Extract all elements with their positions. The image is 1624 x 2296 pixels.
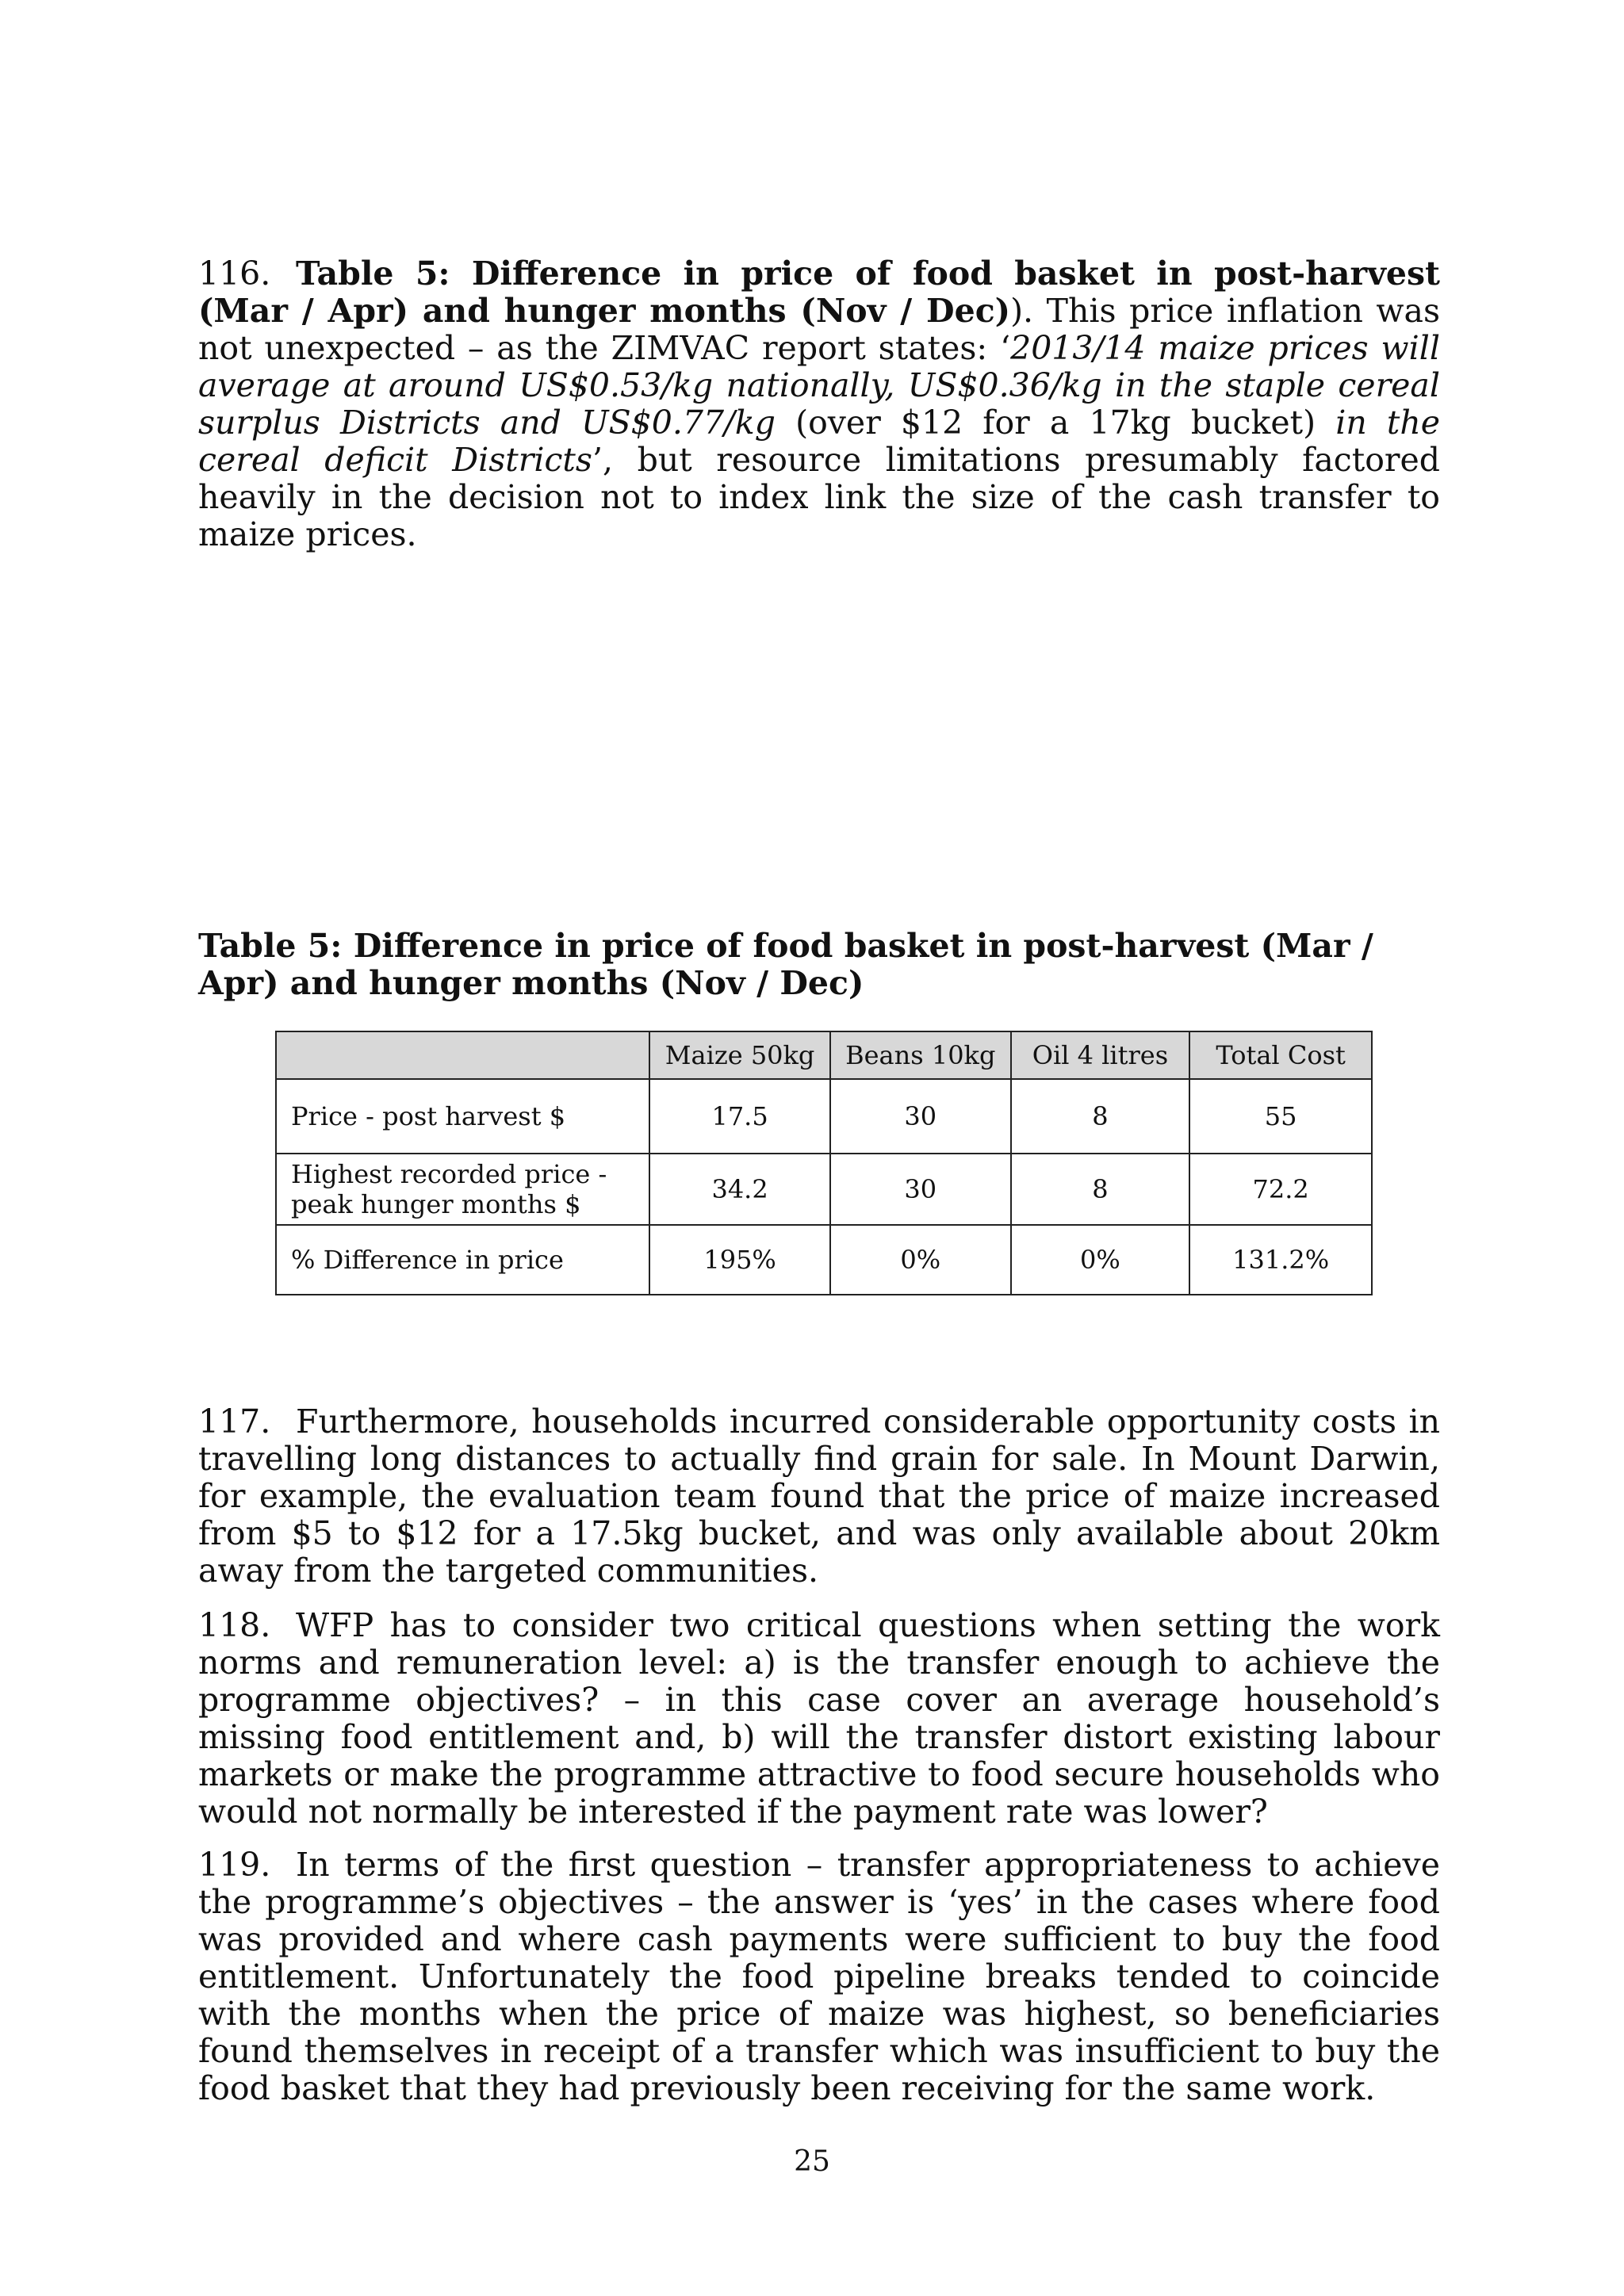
table-cell: 0% [1011, 1225, 1190, 1295]
table-reference-title: Table 5: Difference in price of food basket in post-harvest (Mar / Apr) and hunger months (Nov / Dec) [198, 254, 1440, 330]
paragraph-number: 119. [198, 1846, 271, 1884]
row-label: % Difference in price [276, 1225, 649, 1295]
table-cell: 8 [1011, 1154, 1190, 1225]
quote-italic: 2013/14 maize prices will average at around US$0.53/kg nationally, US$0.36/kg in the staple cereal surplus Districts and US$0.77/kg [198, 329, 1440, 442]
table-cell: 17.5 [649, 1079, 830, 1154]
table-cell: 195% [649, 1225, 830, 1295]
paragraph-117 [198, 1403, 1440, 1590]
paragraph-text: In terms of the first question – transfer appropriateness to achieve the programme’s objectives – the answer is ‘yes’ in the cases where food was provided and where cash payments were sufficient to buy the food entitlement. Unfortunately the food pipeline breaks tended to coincide with the months when the price of maize was highest, so beneficiaries found themselves in receipt of a transfer which was insufficient to buy the food basket that they had previously been receiving for the same work. [198, 1846, 1440, 2107]
table-cell: 0% [830, 1225, 1011, 1295]
paragraph-text: ’, but resource limitations presumably factored heavily in the decision not to index link the size of the cash transfer to maize prices. [198, 441, 1441, 553]
table-cell: 30 [830, 1154, 1011, 1225]
table-cell: 55 [1189, 1079, 1372, 1154]
header-cell: Oil 4 litres [1011, 1031, 1190, 1079]
paragraph-text: WFP has to consider two critical questions when setting the work norms and remuneration level: a) is the transfer enough to achieve the programme objectives? – in this case cover an average household’s missing food entitlement and, b) will the transfer distort existing labour markets or make the programme attractive to food secure households who would not normally be interested if the payment rate was lower? [198, 1606, 1440, 1831]
table-cell: 34.2 [649, 1154, 830, 1225]
quote-italic: in the cereal deficit Districts [198, 404, 1440, 479]
header-cell [276, 1031, 649, 1079]
table-cell: 72.2 [1189, 1154, 1372, 1225]
table-row [276, 1225, 1372, 1295]
table-cell: 30 [830, 1079, 1011, 1154]
paragraph-text: Furthermore, households incurred considerable opportunity costs in travelling long distances to actually find grain for sale. In Mount Darwin, for example, the evaluation team found that the price of maize increased from $5 to $12 for a 17.5kg bucket, and was only available about 20km away from the targeted communities. [198, 1402, 1440, 1590]
row-label: Highest recorded price - peak hunger months $ [276, 1154, 649, 1225]
paragraph-text: (over $12 for a 17kg bucket) [775, 404, 1336, 442]
paragraph-116 [198, 255, 1440, 553]
paragraph-119 [198, 1846, 1440, 2107]
table-header-row [276, 1031, 1372, 1079]
row-label: Price - post harvest $ [276, 1079, 649, 1154]
table-row [276, 1079, 1372, 1154]
paragraph-text: ). This price inflation was not unexpected – as the ZIMVAC report states: ‘ [198, 292, 1440, 367]
table-caption: Table 5: Difference in price of food basket in post-harvest (Mar / Apr) and hunger months (Nov / Dec) [198, 927, 1373, 1002]
paragraph-number: 118. [198, 1606, 271, 1644]
page-number: 25 [794, 2145, 830, 2178]
price-table [275, 1031, 1373, 1295]
header-cell: Total Cost [1189, 1031, 1372, 1079]
paragraph-118 [198, 1607, 1440, 1831]
table-row [276, 1154, 1372, 1225]
paragraph-number: 116. [198, 254, 271, 293]
paragraph-number: 117. [198, 1402, 271, 1441]
header-cell: Beans 10kg [830, 1031, 1011, 1079]
table-cell: 8 [1011, 1079, 1190, 1154]
table-cell: 131.2% [1189, 1225, 1372, 1295]
header-cell: Maize 50kg [649, 1031, 830, 1079]
